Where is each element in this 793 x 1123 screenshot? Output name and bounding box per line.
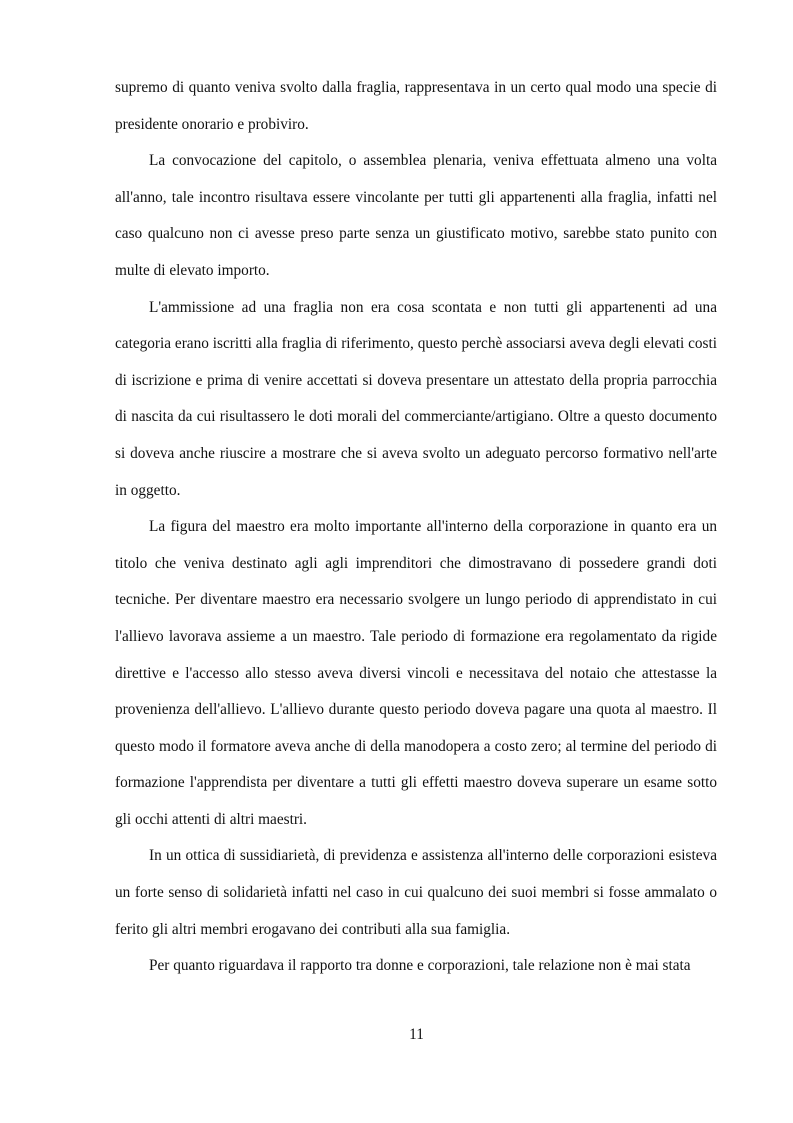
paragraph-ammissione: L'ammissione ad una fraglia non era cosa scontata e non tutti gli appartenenti ad una categoria erano iscritti alla fraglia di riferimento, questo perchè associarsi aveva degli elevati costi di iscrizione e prima di venire accettati si doveva presentare un attestato della propria parrocchia di nascita da cui risultassero le doti morali del commerciante/artigiano. Oltre a questo documento si doveva anche riuscire a mostrare che si aveva svolto un adeguato percorso formativo nell'arte in oggetto. (115, 298, 717, 499)
paragraph-maestro: La figura del maestro era molto importante all'interno della corporazione in quanto era un titolo che veniva destinato agli agli imprenditori che dimostravano di possedere grandi doti tecniche. Per diventare maestro era necessario svolgere un lungo periodo di apprendistato in cui l'allievo lavorava assieme a un maestro. Tale periodo di formazione era regolamentato da rigide direttive e l'accesso allo stesso aveva diversi vincoli e necessitava del notaio che attestasse la provenienza dell'allievo. L'allievo durante questo periodo doveva pagare una quota al maestro. Il questo modo il formatore aveva anche di della manodopera a costo zero; al termine del periodo di formazione l'apprendista per diventare a tutti gli effetti maestro doveva superare un esame sotto gli occhi attenti di altri maestri. (115, 518, 717, 828)
paragraph-donne: Per quanto riguardava il rapporto tra donne e corporazioni, tale relazione non è mai stata (149, 957, 691, 975)
paragraph-capitolo: La convocazione del capitolo, o assemblea plenaria, veniva effettuata almeno una volta all'anno, tale incontro risultava essere vincolante per tutti gli appartenenti alla fraglia, infatti nel caso qualcuno non ci avesse preso parte senza un giustificato motivo, sarebbe stato punito con multe di elevato importo. (115, 152, 717, 279)
page-body (115, 70, 717, 985)
page-number: 11 (409, 1026, 424, 1043)
paragraph-continuation: supremo di quanto veniva svolto dalla fraglia, rappresentava in un certo qual modo una specie di presidente onorario e probiviro. (115, 79, 717, 133)
paragraph-sussidiarieta: In un ottica di sussidiarietà, di previdenza e assistenza all'interno delle corporazioni esisteva un forte senso di solidarietà infatti nel caso in cui qualcuno dei suoi membri si fosse ammalato o ferito gli altri membri erogavano dei contributi alla sua famiglia. (115, 847, 717, 938)
